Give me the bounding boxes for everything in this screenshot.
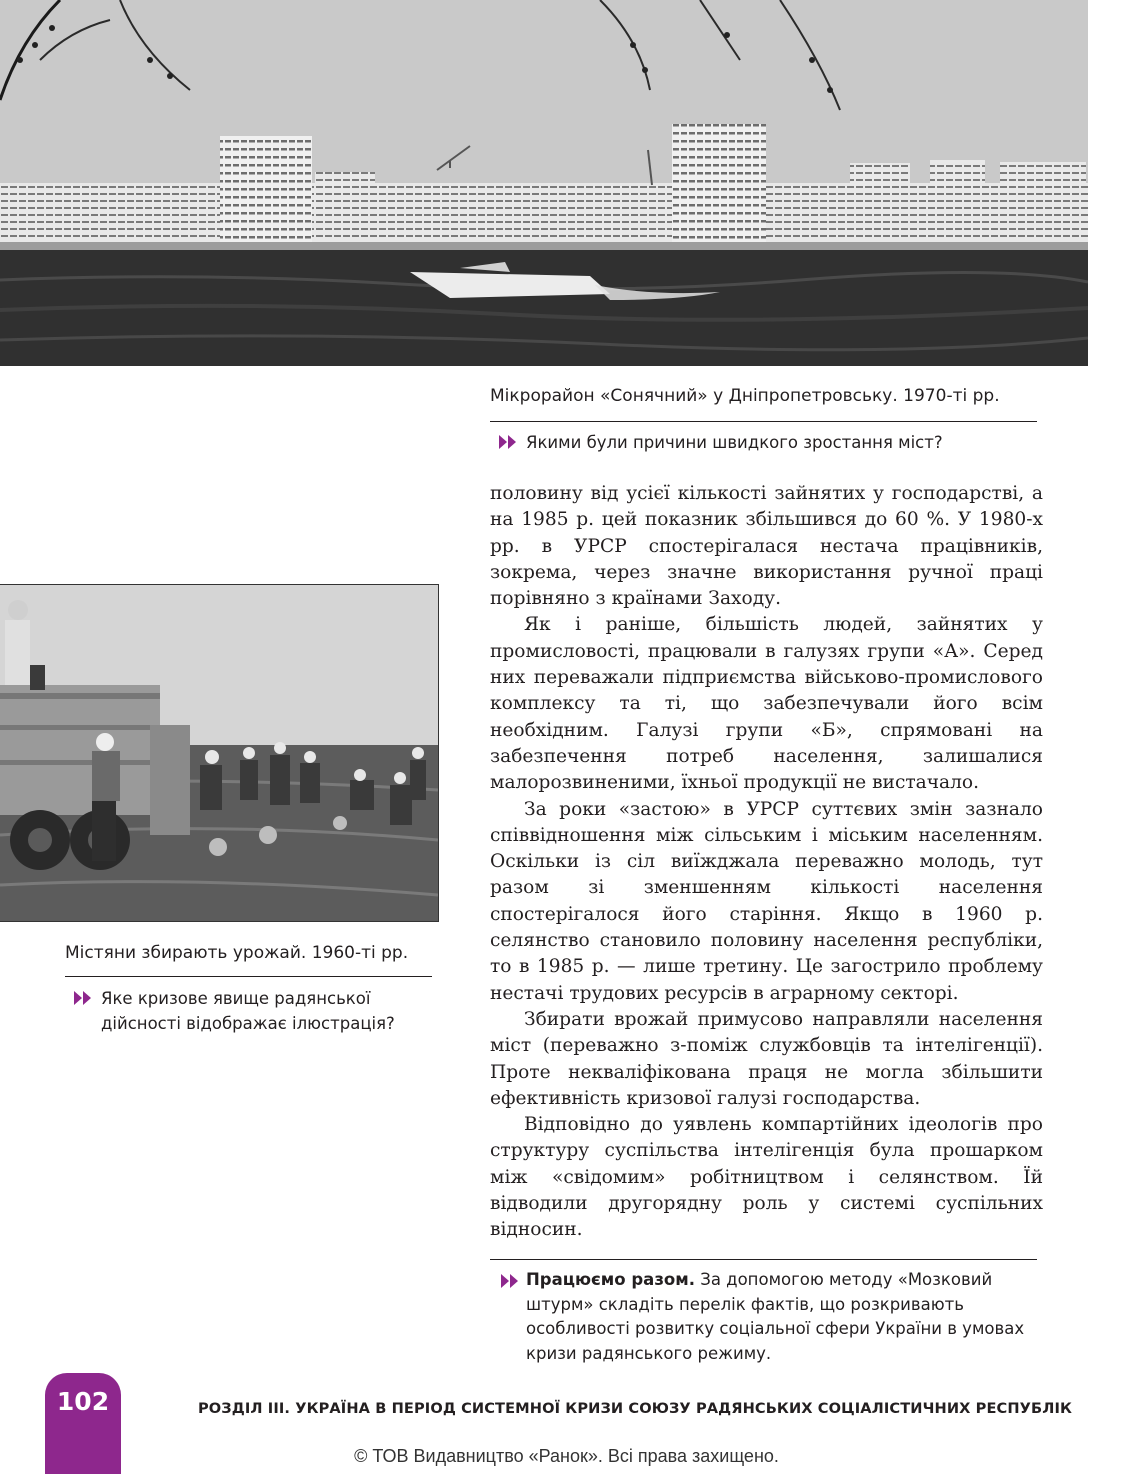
photo-field-question-line1: Яке кризове явище радянської	[101, 989, 371, 1008]
main-text	[490, 481, 1043, 1244]
photo-harvest-field	[0, 584, 439, 922]
photo-top-caption: Мікрорайон «Сонячний» у Дніпропетровську. 1970-ті рр.	[490, 386, 1000, 406]
task-label: Працюємо разом.	[526, 1270, 695, 1289]
divider	[490, 1259, 1037, 1260]
paragraph: Як і раніше, більшість людей, зайнятих у промисловості, працювали в галузях групи «А». Серед них переважали підприємства військово-промислового комплексу та ті, що забезпечували його всім необхідним. Галузі групи «Б», спрямовані на забезпечення потреб населення, залишалися малорозвиненими, їхньої продукції не вистачало.	[490, 614, 1043, 794]
divider	[65, 976, 432, 977]
copyright-notice: © ТОВ Видавництво «Ранок». Всі права захищено.	[354, 1446, 779, 1466]
section-title: РОЗДІЛ III. УКРАЇНА В ПЕРІОД СИСТЕМНОЇ КРИЗИ СОЮЗУ РАДЯНСЬКИХ СОЦІАЛІСТИЧНИХ РЕСПУБЛІК	[198, 1400, 1073, 1417]
paragraph: Відповідно до уявлень компартійних ідеологів про структуру суспільства інтелігенція була прошарком між «свідомим» робітництвом і селянством. Їй відводили другорядну роль у системі суспільних відносин.	[490, 1114, 1043, 1241]
task-block	[526, 1268, 1026, 1366]
page-number: 102	[56, 1387, 110, 1416]
divider	[490, 421, 1037, 422]
double-arrow-icon	[501, 1274, 521, 1288]
double-arrow-icon	[74, 991, 94, 1005]
paragraph: половину від усієї кількості зайнятих у господарстві, а на 1985 р. цей показник збільшився до 60 %. У 1980-х рр. в УРСР спостерігалася нестача працівників, зокрема, через значне використання ручної праці порівняно з країнами Заходу.	[490, 483, 1043, 610]
task-text: За допомогою методу «Мозковий штурм» складіть перелік фактів, що розкривають особливості розвитку соціальної сфери України в умовах кризи радянського режиму.	[526, 1270, 1025, 1363]
photo-top-question: Якими були причини швидкого зростання міст?	[526, 433, 943, 452]
photo-sonyachnyi-district	[0, 0, 1088, 366]
question-block	[499, 430, 1039, 455]
paragraph: За роки «застою» в УРСР суттєвих змін зазнало співвідношення між сільським і міським населенням. Оскільки із сіл виїжджала переважно молодь, тут разом зі зменшенням кількості населення спостерігалося його старіння. Якщо в 1960 р. селянство становило половину населення республіки, то в 1985 р. — лише третину. Це загострило проблему нестачі трудових ресурсів в аграрному секторі.	[490, 798, 1043, 1004]
question-block	[74, 986, 434, 1036]
paragraph: Збирати врожай примусово направляли населення міст (переважно з-поміж службовців та інтелігенції). Проте некваліфікована праця не могла збільшити ефективність кризової галузі господарства.	[490, 1008, 1043, 1109]
photo-field-caption: Містяни збирають урожай. 1960-ті рр.	[65, 943, 409, 963]
photo-field-question-line2: дійсності відображає ілюстрація?	[101, 1014, 395, 1033]
double-arrow-icon	[499, 435, 519, 449]
